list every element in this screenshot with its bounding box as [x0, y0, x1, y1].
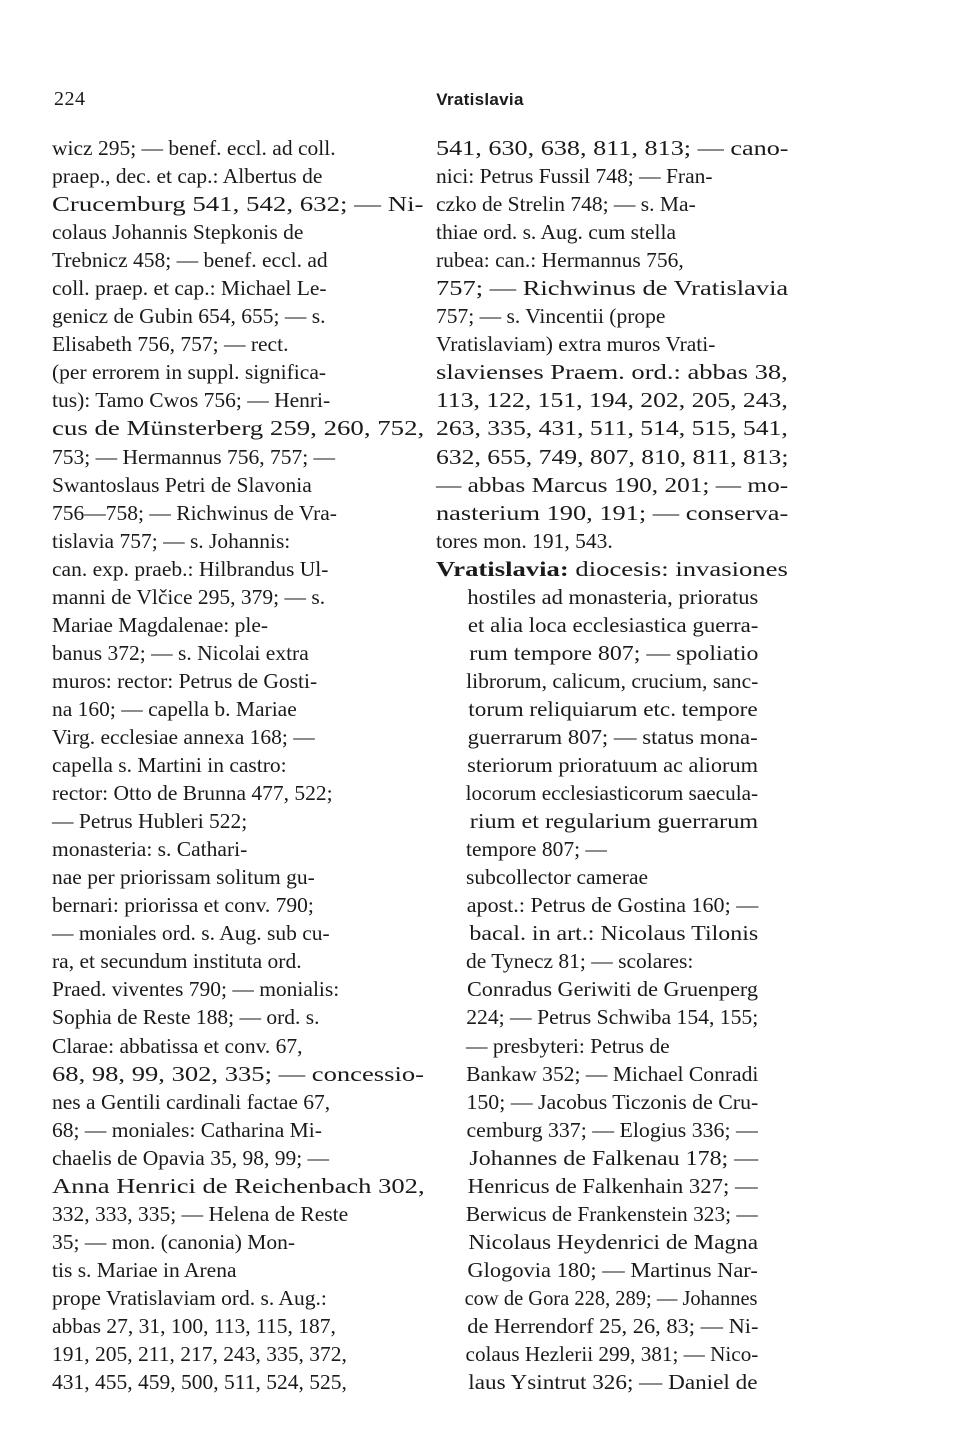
- text-line: 68; — moniales: Catharina Mi-: [52, 1117, 322, 1142]
- text-line: colaus Johannis Stepkonis de: [52, 220, 304, 245]
- text-line: rector: Otto de Brunna 477, 522;: [52, 781, 333, 806]
- text-line: nasterium 190, 191; — conserva-: [436, 500, 789, 525]
- text-line: slavienses Praem. ord.: abbas 38,: [436, 360, 788, 385]
- text-line: abbas 27, 31, 100, 113, 115, 187,: [52, 1313, 336, 1338]
- text-line: prope Vratislaviam ord. s. Aug.:: [52, 1285, 327, 1310]
- text-line: 632, 655, 749, 807, 810, 811, 813;: [436, 444, 789, 469]
- text-line: Glogovia 180; — Martinus Nar-: [467, 1257, 758, 1282]
- text-line: Elisabeth 756, 757; — rect.: [52, 332, 289, 357]
- text-line: monasteria: s. Cathari-: [52, 837, 248, 862]
- text-line: torum reliquiarum etc. tempore: [468, 696, 758, 721]
- text-line: colaus Hezlerii 299, 381; — Nico-: [465, 1342, 759, 1367]
- text-line: de Herrendorf 25, 26, 83; — Ni-: [467, 1313, 759, 1338]
- text-line: praep., dec. et cap.: Albertus de: [52, 164, 323, 189]
- text-line: cemburg 337; — Elogius 336; —: [466, 1117, 758, 1142]
- text-line: manni de Vlčice 295, 379; — s.: [52, 584, 326, 609]
- text-line: muros: rector: Petrus de Gosti-: [52, 668, 318, 693]
- entry-heading: Vratislavia:: [436, 556, 569, 581]
- text-line: Bankaw 352; — Michael Conradi: [466, 1061, 759, 1086]
- text-line: 431, 455, 459, 500, 511, 524, 525,: [52, 1370, 347, 1395]
- text-line: tempore 807; —: [466, 837, 607, 862]
- text-line: coll. praep. et cap.: Michael Le-: [52, 276, 327, 301]
- text-line: cow de Gora 228, 289; — Johannes: [464, 1285, 758, 1310]
- text-line: Berwicus de Frankenstein 323; —: [465, 1201, 758, 1226]
- text-line: 753; — Hermannus 756, 757; —: [52, 444, 336, 469]
- text-line: tislavia 757; — s. Johannis:: [52, 528, 291, 553]
- running-title: Vratislavia: [436, 90, 524, 109]
- text-line: et alia loca ecclesiastica guerra-: [467, 612, 759, 637]
- text-line: de Tynecz 81; — scolares:: [466, 949, 694, 974]
- text-line: guerrarum 807; — status mona-: [467, 724, 758, 749]
- text-line: subcollector camerae: [466, 865, 649, 890]
- text-line: — abbas Marcus 190, 201; — mo-: [436, 472, 789, 497]
- text-line: bernari: priorissa et conv. 790;: [52, 893, 314, 918]
- text-line: Mariae Magdalenae: ple-: [52, 612, 269, 637]
- text-line: Henricus de Falkenhain 327; —: [467, 1173, 758, 1198]
- text-line: Crucemburg 541, 542, 632; — Ni-: [52, 192, 424, 217]
- text-line: 541, 630, 638, 811, 813; — cano-: [436, 136, 789, 160]
- text-line: capella s. Martini in castro:: [52, 753, 287, 778]
- text-line: hostiles ad monasteria, prioratus: [467, 584, 759, 609]
- text-line: Anna Henrici de Reichenbach 302,: [52, 1173, 425, 1198]
- text-line: 756—758; — Richwinus de Vra-: [52, 500, 337, 525]
- text-line: chaelis de Opavia 35, 98, 99; —: [52, 1145, 330, 1170]
- text-line: 191, 205, 211, 217, 243, 335, 372,: [52, 1342, 347, 1367]
- text-line: nes a Gentili cardinali factae 67,: [52, 1089, 331, 1114]
- text-line: 150; — Jacobus Ticzonis de Cru-: [466, 1089, 759, 1114]
- text-line: Clarae: abbatissa et conv. 67,: [52, 1033, 303, 1058]
- text-line: can. exp. praeb.: Hilbrandus Ul-: [52, 556, 329, 581]
- text-line: 68, 98, 99, 302, 335; — concessio-: [52, 1061, 424, 1086]
- text-line: locorum ecclesiasticorum saecula-: [465, 781, 759, 806]
- text-line: [436, 555, 788, 583]
- text-line: genicz de Gubin 654, 655; — s.: [52, 304, 326, 329]
- text-line: tus): Tamo Cwos 756; — Henri-: [52, 388, 331, 413]
- text-line: 757; — Richwinus de Vratislavia: [436, 276, 789, 301]
- text-line: bacal. in art.: Nicolaus Tilonis: [469, 921, 759, 946]
- text-line: 332, 333, 335; — Helena de Reste: [52, 1201, 349, 1226]
- text-line: Vratislaviam) extra muros Vrati-: [436, 332, 716, 357]
- text-line: rium et regularium guerrarum: [469, 809, 759, 834]
- text-line: — moniales ord. s. Aug. sub cu-: [52, 921, 330, 946]
- text-line: — Petrus Hubleri 522;: [52, 809, 248, 834]
- text-line: czko de Strelin 748; — s. Ma-: [436, 192, 696, 217]
- text-line: nae per priorissam solitum gu-: [52, 865, 315, 890]
- text-line: 263, 335, 431, 511, 514, 515, 541,: [436, 416, 788, 441]
- text-line: Swantoslaus Petri de Slavonia: [52, 472, 312, 497]
- text-line: steriorum prioratuum ac aliorum: [467, 753, 759, 778]
- left-column: [52, 134, 424, 1396]
- page-number: 224: [54, 88, 86, 110]
- text-line: 35; — mon. (canonia) Mon-: [52, 1229, 296, 1254]
- right-column: [436, 134, 788, 1396]
- text-line: 757; — s. Vincentii (prope: [436, 304, 666, 329]
- text-line: Nicolaus Heydenrici de Magna: [468, 1229, 759, 1254]
- text-line: thiae ord. s. Aug. cum stella: [436, 220, 677, 245]
- text-line: nici: Petrus Fussil 748; — Fran-: [436, 164, 713, 189]
- entry-text: diocesis: invasiones: [568, 556, 788, 581]
- text-line: Trebnicz 458; — benef. eccl. ad: [52, 248, 328, 273]
- text-line: Johannes de Falkenau 178; —: [469, 1145, 759, 1170]
- text-line: Conradus Geriwiti de Gruenperg: [466, 977, 759, 1002]
- text-line: Praed. viventes 790; — monialis:: [52, 977, 340, 1002]
- text-line: Sophia de Reste 188; — ord. s.: [52, 1005, 320, 1030]
- text-line: 224; — Petrus Schwiba 154, 155;: [466, 1005, 759, 1030]
- text-line: librorum, calicum, crucium, sanc-: [466, 668, 759, 693]
- text-line: apost.: Petrus de Gostina 160; —: [466, 893, 759, 918]
- text-line: tis s. Mariae in Arena: [52, 1257, 237, 1282]
- text-line: cus de Münsterberg 259, 260, 752,: [52, 416, 425, 441]
- text-line: rum tempore 807; — spoliatio: [469, 640, 759, 665]
- text-line: ra, et secundum instituta ord.: [52, 949, 302, 974]
- text-line: banus 372; — s. Nicolai extra: [52, 640, 309, 665]
- text-line: wicz 295; — benef. eccl. ad coll.: [52, 136, 336, 160]
- text-line: (per errorem in suppl. significa-: [52, 360, 327, 385]
- text-line: laus Ysintrut 326; — Daniel de: [468, 1370, 758, 1395]
- text-line: tores mon. 191, 543.: [436, 528, 613, 553]
- text-line: — presbyteri: Petrus de: [466, 1033, 670, 1058]
- text-line: 113, 122, 151, 194, 202, 205, 243,: [436, 388, 788, 413]
- text-line: rubea: can.: Hermannus 756,: [436, 248, 684, 273]
- text-line: Virg. ecclesiae annexa 168; —: [52, 724, 315, 749]
- text-line: na 160; — capella b. Mariae: [52, 696, 297, 721]
